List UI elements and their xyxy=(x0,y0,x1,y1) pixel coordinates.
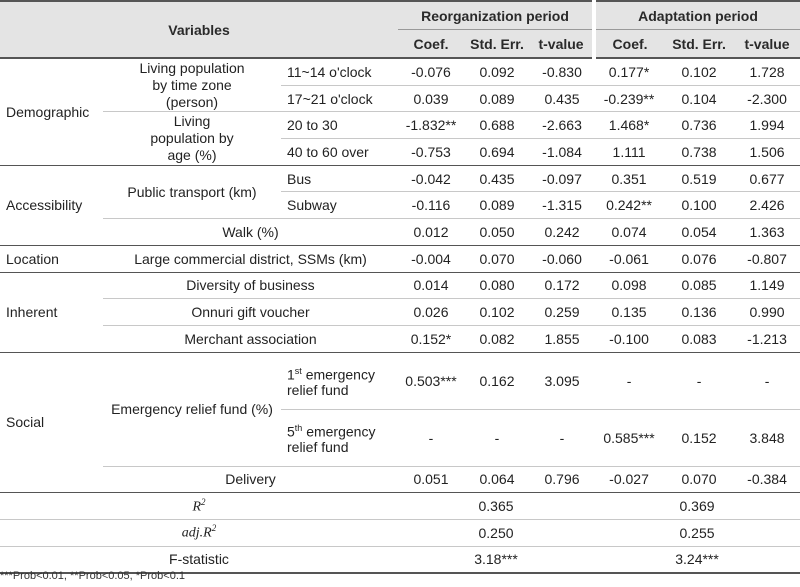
row-label: 17~21 o'clock xyxy=(281,85,398,112)
group-public-transport: Public transport (km) xyxy=(103,165,281,218)
cell: 0.796 xyxy=(530,466,594,493)
row-label: Delivery xyxy=(103,466,398,493)
cell: 0.585*** xyxy=(594,409,664,466)
col-tvalue-adapt: t-value xyxy=(734,30,800,59)
cell: 0.104 xyxy=(664,85,734,112)
col-coef-adapt: Coef. xyxy=(594,30,664,59)
cell: 0.435 xyxy=(530,85,594,112)
category-inherent: Inherent xyxy=(0,272,103,352)
cell: 0.070 xyxy=(464,245,530,272)
cell: 0.064 xyxy=(464,466,530,493)
cell: 0.074 xyxy=(594,219,664,246)
stat-label-r2 xyxy=(0,493,398,520)
cell: - xyxy=(530,409,594,466)
table-row xyxy=(0,165,800,192)
cell: 1.728 xyxy=(734,58,800,85)
cell: 0.688 xyxy=(464,112,530,139)
cell: 0.162 xyxy=(464,352,530,409)
cell: -0.004 xyxy=(398,245,464,272)
header-variables: Variables xyxy=(0,1,398,58)
group-living-age: Living population by age (%) xyxy=(103,112,281,165)
cell: 0.738 xyxy=(664,139,734,166)
table-row xyxy=(0,352,800,409)
cell: 0.051 xyxy=(398,466,464,493)
group-emergency-fund: Emergency relief fund (%) xyxy=(103,352,281,466)
table-row xyxy=(0,272,800,299)
group-living-time: Living population by time zone (person) xyxy=(103,58,281,112)
fund1-suffix: st xyxy=(294,365,302,376)
cell: 3.848 xyxy=(734,409,800,466)
r2-label: R xyxy=(192,499,202,515)
category-social: Social xyxy=(0,352,103,493)
cell: 0.085 xyxy=(664,272,734,299)
cell: 0.435 xyxy=(464,165,530,192)
row-label: Merchant association xyxy=(103,325,398,352)
row-label: Large commercial district, SSMs (km) xyxy=(103,245,398,272)
header-adaptation: Adaptation period xyxy=(594,1,800,30)
cell: 1.506 xyxy=(734,139,800,166)
cell: 0.012 xyxy=(398,219,464,246)
stat-row-r2 xyxy=(0,493,800,520)
cell: -0.384 xyxy=(734,466,800,493)
footnote: ***Prob<0.01, **Prob<0.05, *Prob<0.1 xyxy=(0,570,185,582)
cell: 0.136 xyxy=(664,299,734,326)
cell: 1.111 xyxy=(594,139,664,166)
col-stderr-reorg: Std. Err. xyxy=(464,30,530,59)
cell: 0.152* xyxy=(398,325,464,352)
stat-f-adapt: 3.24*** xyxy=(594,546,800,573)
cell: 1.363 xyxy=(734,219,800,246)
cell: 0.098 xyxy=(594,272,664,299)
cell: 3.095 xyxy=(530,352,594,409)
cell: -0.076 xyxy=(398,58,464,85)
cell: 0.351 xyxy=(594,165,664,192)
cell: 0.519 xyxy=(664,165,734,192)
fund5-suffix: th xyxy=(294,422,303,433)
cell: 1.149 xyxy=(734,272,800,299)
adj-r2-sup: 2 xyxy=(211,523,217,534)
cell: - xyxy=(664,352,734,409)
cell: 0.080 xyxy=(464,272,530,299)
col-stderr-adapt: Std. Err. xyxy=(664,30,734,59)
cell: 1.855 xyxy=(530,325,594,352)
cell: 0.736 xyxy=(664,112,734,139)
col-tvalue-reorg: t-value xyxy=(530,30,594,59)
fund5-rest: emergency relief fund xyxy=(287,423,376,456)
cell: 0.014 xyxy=(398,272,464,299)
cell: 0.102 xyxy=(464,299,530,326)
cell: -1.315 xyxy=(530,192,594,219)
cell: -0.061 xyxy=(594,245,664,272)
cell: 0.177* xyxy=(594,58,664,85)
cell: 0.100 xyxy=(664,192,734,219)
cell: -1.213 xyxy=(734,325,800,352)
cell: -0.239** xyxy=(594,85,664,112)
cell: -1.084 xyxy=(530,139,594,166)
cell: - xyxy=(734,352,800,409)
cell: -0.060 xyxy=(530,245,594,272)
cell: 0.990 xyxy=(734,299,800,326)
cell: 0.050 xyxy=(464,219,530,246)
cell: 0.135 xyxy=(594,299,664,326)
adj-r2-label: adj.R xyxy=(181,526,212,542)
cell: -1.832** xyxy=(398,112,464,139)
row-label xyxy=(281,352,398,409)
cell: 1.994 xyxy=(734,112,800,139)
fund1-rest: emergency relief fund xyxy=(287,366,375,399)
table-row xyxy=(0,58,800,85)
cell: 0.070 xyxy=(664,466,734,493)
cell: -0.807 xyxy=(734,245,800,272)
category-demographic: Demographic xyxy=(0,58,103,165)
stat-row-adj-r2 xyxy=(0,519,800,546)
cell: 0.694 xyxy=(464,139,530,166)
header-reorganization: Reorganization period xyxy=(398,1,594,30)
cell: - xyxy=(398,409,464,466)
table-row xyxy=(0,112,800,139)
row-label: 20 to 30 xyxy=(281,112,398,139)
cell: 1.468* xyxy=(594,112,664,139)
cell: -0.753 xyxy=(398,139,464,166)
cell: 0.076 xyxy=(664,245,734,272)
stat-label-adj-r2 xyxy=(0,519,398,546)
stat-adj-r2-adapt: 0.255 xyxy=(594,519,800,546)
fund5-num: 5 xyxy=(287,423,295,440)
cell: - xyxy=(464,409,530,466)
row-label: Diversity of business xyxy=(103,272,398,299)
cell: 0.039 xyxy=(398,85,464,112)
stat-f-reorg: 3.18*** xyxy=(398,546,594,573)
cell: -0.042 xyxy=(398,165,464,192)
cell: 0.259 xyxy=(530,299,594,326)
cell: 0.083 xyxy=(664,325,734,352)
category-location: Location xyxy=(0,245,103,272)
cell: 0.242 xyxy=(530,219,594,246)
cell: 2.426 xyxy=(734,192,800,219)
row-label: 40 to 60 over xyxy=(281,139,398,166)
r2-sup: 2 xyxy=(201,496,206,507)
cell: -2.300 xyxy=(734,85,800,112)
fund1-num: 1 xyxy=(287,366,295,383)
cell: -0.116 xyxy=(398,192,464,219)
cell: 0.172 xyxy=(530,272,594,299)
col-coef-reorg: Coef. xyxy=(398,30,464,59)
cell: -0.830 xyxy=(530,58,594,85)
category-accessibility: Accessibility xyxy=(0,165,103,245)
cell: -2.663 xyxy=(530,112,594,139)
table-row xyxy=(0,219,800,246)
cell: -0.097 xyxy=(530,165,594,192)
cell: 0.152 xyxy=(664,409,734,466)
row-label: 11~14 o'clock xyxy=(281,58,398,85)
cell: 0.677 xyxy=(734,165,800,192)
stat-adj-r2-reorg: 0.250 xyxy=(398,519,594,546)
cell: -0.027 xyxy=(594,466,664,493)
cell: 0.054 xyxy=(664,219,734,246)
row-label: Walk (%) xyxy=(103,219,398,246)
cell: 0.242** xyxy=(594,192,664,219)
stat-label-f: F-statistic xyxy=(0,546,398,573)
cell: 0.503*** xyxy=(398,352,464,409)
table-row xyxy=(0,299,800,326)
cell: 0.089 xyxy=(464,85,530,112)
stat-r2-reorg: 0.365 xyxy=(398,493,594,520)
table-row xyxy=(0,245,800,272)
cell: 0.092 xyxy=(464,58,530,85)
row-label: Bus xyxy=(281,165,398,192)
stat-r2-adapt: 0.369 xyxy=(594,493,800,520)
cell: 0.089 xyxy=(464,192,530,219)
table-row xyxy=(0,325,800,352)
row-label: Subway xyxy=(281,192,398,219)
row-label xyxy=(281,409,398,466)
cell: 0.082 xyxy=(464,325,530,352)
row-label: Onnuri gift voucher xyxy=(103,299,398,326)
cell: - xyxy=(594,352,664,409)
table-row xyxy=(0,466,800,493)
cell: -0.100 xyxy=(594,325,664,352)
cell: 0.102 xyxy=(664,58,734,85)
cell: 0.026 xyxy=(398,299,464,326)
